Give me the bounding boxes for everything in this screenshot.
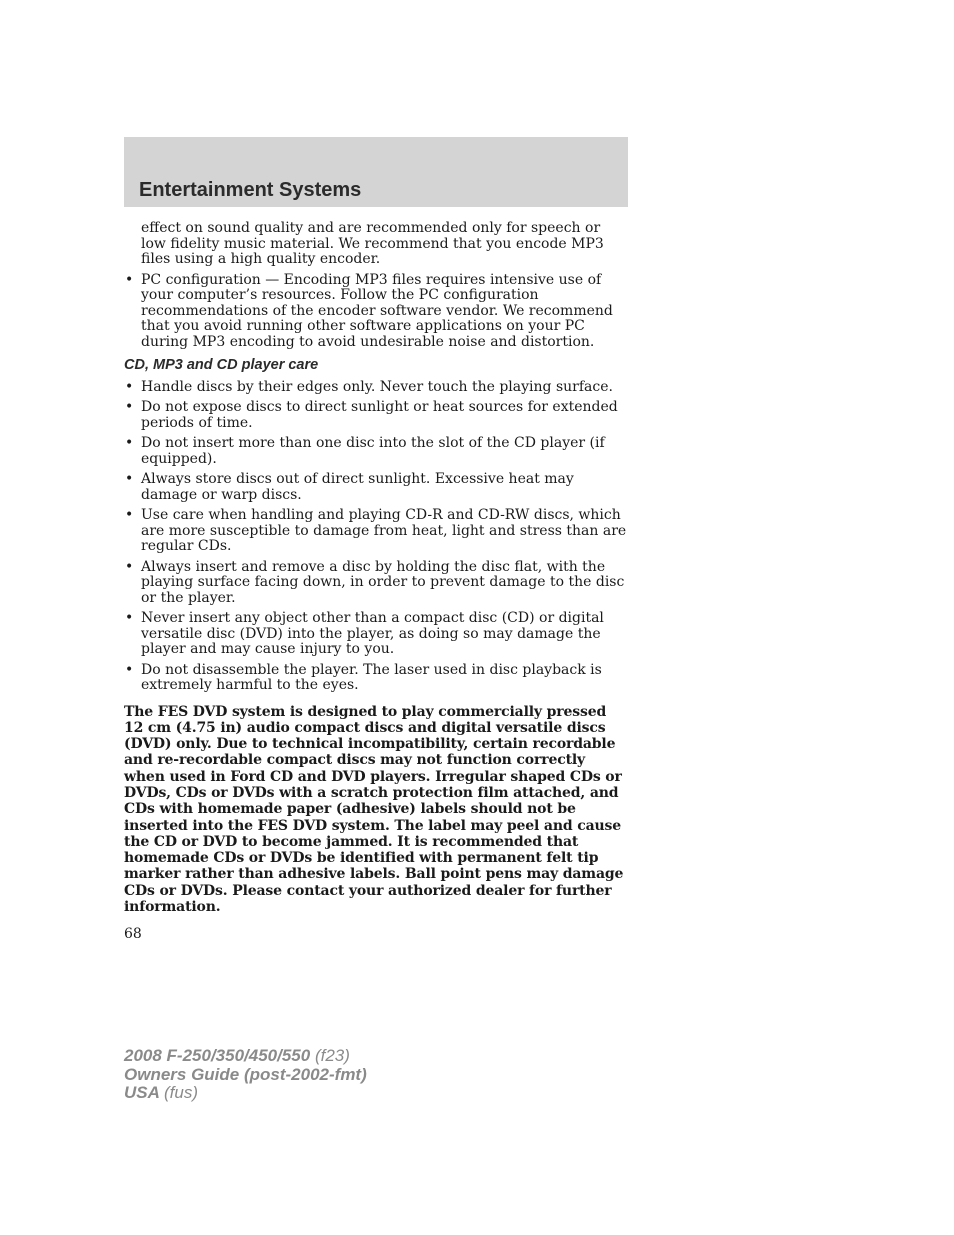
section-header-band [124,137,628,207]
dvd-warning-paragraph: The FES DVD system is designed to play commercially pressed 12 cm (4.75 in) audio compact discs and digital versatile discs (DVD) only. Due to technical incompatibility, certain recordable and re-recordable compact discs may not function correctly when used in Ford CD and DVD players. Irregular shaped CDs or DVDs, CDs or DVDs with a scratch protection film attached, and CDs with homemade paper (adhesive) labels should not be inserted into the FES DVD system. The label may peel and cause the CD or DVD to become jammed. It is recommended that homemade CDs or DVDs be identified with permanent felt tip marker rather than adhesive labels. Ball point pens may damage CDs or DVDs. Please contact your authorized dealer for further information. [124,703,624,916]
document-footer [124,1047,367,1103]
page-number: 68 [124,926,142,942]
bullet-mark: • [125,435,134,451]
list-item [124,436,628,467]
list-item-text: PC configuration — Encoding MP3 files requires intensive use of your computer’s resources. Follow the PC configuration recommendations of the encoder software vendor. We recommend that you avoid running other software applications on your PC during MP3 encoding to avoid undesirable noise and distortion. [141,271,613,350]
bullet-mark: • [125,507,134,523]
bullet-mark: • [125,610,134,626]
bullet-mark: • [125,558,134,575]
bullet-mark: • [125,661,134,678]
list-item [124,611,628,658]
footer-line-guide: Owners Guide (post-2002-fmt) [124,1064,367,1084]
list-item-text: Always insert and remove a disc by holding the disc flat, with the playing surface facing down, in order to prevent damage to the disc or the player. [141,558,625,606]
bullet-mark: • [125,399,134,415]
bullet-mark: • [125,378,134,395]
footer-line-model [124,1047,367,1066]
continued-paragraph: effect on sound quality and are recommended only for speech or low fidelity music material. We recommend that you encode MP3 files using a high quality encoder. [141,220,604,267]
section-title: Entertainment Systems [139,179,362,201]
list-item-text: Do not expose discs to direct sunlight or heat sources for extended periods of time. [141,399,618,431]
footer-line-market [124,1084,367,1103]
list-item-text: Never insert any object other than a compact disc (CD) or digital versatile disc (DVD) into the player, as doing so may damage the player and may cause injury to you. [141,610,604,657]
list-item-text: Do not disassemble the player. The laser used in disc playback is extremely harmful to the eyes. [141,661,602,693]
list-item [124,273,628,351]
subheading: CD, MP3 and CD player care [124,357,319,373]
list-item-text: Do not insert more than one disc into the slot of the CD player (if equipped). [141,435,605,467]
footer-market: USA [124,1083,160,1102]
list-item-text: Always store discs out of direct sunlight. Excessive heat may damage or warp discs. [141,471,574,503]
bullet-mark: • [125,271,134,288]
list-item [124,400,628,431]
footer-model-code: (f23) [314,1046,350,1065]
footer-market-code: (fus) [164,1083,198,1102]
bullet-mark: • [125,471,134,487]
list-item-text: Use care when handling and playing CD-R and CD-RW discs, which are more susceptible to damage from heat, light and stress than are regular CDs. [141,507,627,554]
list-item [124,472,628,503]
page-content [124,221,628,915]
list-item [124,508,628,555]
footer-model: 2008 F-250/350/450/550 [124,1046,311,1065]
list-item-text: Handle discs by their edges only. Never touch the playing surface. [141,378,613,395]
list-item [124,560,628,607]
list-item [124,663,628,694]
care-bullet-list [124,380,628,694]
list-item [124,380,628,396]
mp3-bullet-list [124,273,628,351]
